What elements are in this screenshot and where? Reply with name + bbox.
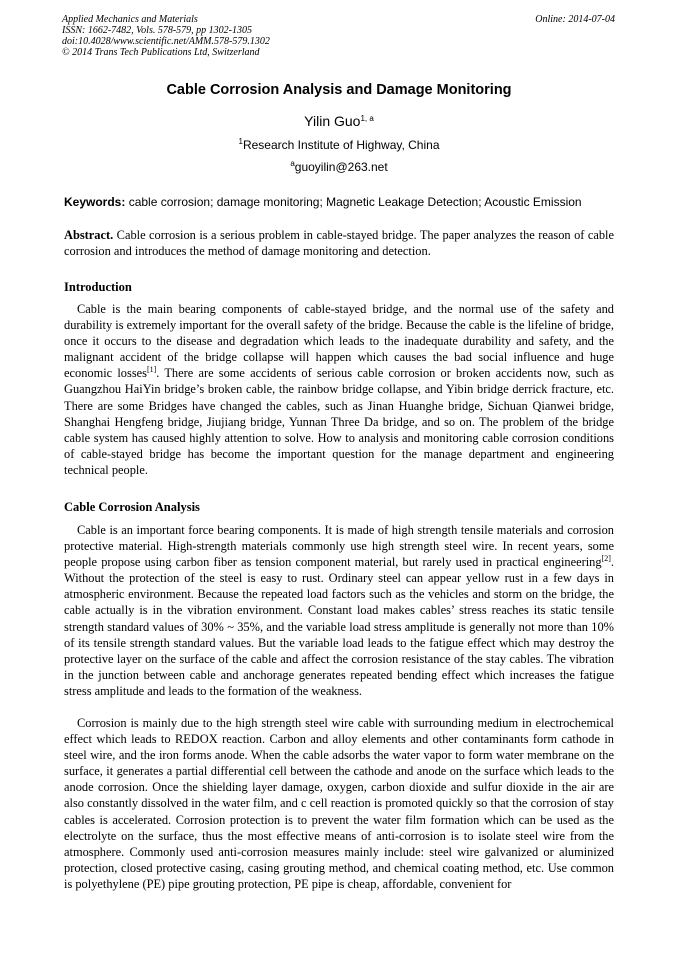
- journal-issn: ISSN: 1662-7482, Vols. 578-579, pp 1302-1305: [62, 25, 252, 36]
- keywords-label: Keywords:: [64, 195, 126, 209]
- introduction-text-1: Cable is the main bearing components of cable-stayed bridge, and the normal use of the safety and durability is extremely important for the overall safety of the bridge. Because the cable is the lifeline of bridge, once it occurs to the disease and degradation which leads to the inadequate durability and safety, and the malignant accident of the bridge collapse will happen which causes the bad social influence and huge economic losses: [64, 302, 614, 381]
- journal-header: [62, 14, 270, 58]
- journal-copyright: © 2014 Trans Tech Publications Ltd, Switzerland: [62, 47, 260, 58]
- affiliation-mark: 1: [238, 137, 243, 146]
- abstract: [64, 227, 614, 259]
- email-line: [0, 160, 678, 174]
- abstract-label: Abstract.: [64, 228, 114, 242]
- paper-title: Cable Corrosion Analysis and Damage Monitoring: [166, 82, 512, 98]
- email-text: guoyilin@263.net: [294, 160, 388, 174]
- author-mark: 1, a: [360, 114, 374, 123]
- cable-corrosion-text-1b: . Without the protection of the steel is easy to rust. Ordinary steel can appear yellow rust in a few days in atmospheric environment. Because the repeated load factors such as the vehicles and storm on the bridge, the cable actually is in the vibration environment. Constant load makes cables’ stress reaches its static tensile strength standard values of 30% ~ 35%, and the variable load stress amplitude is generally not more than 10% of its tensile strength standard values. But the variable load leads to the fatigue effect which may destroy the protective layer on the surface of the cable and affect the corrosion resistance of the stay cables. The vibration in the junction between cable and anchorage generates repeated bending effect which increases the fatigue stress amplitude and leads to the formation of the weakness.: [64, 555, 614, 698]
- citation-2: [2]: [601, 554, 611, 564]
- cable-corrosion-text-1a: Cable is an important force bearing components. It is made of high strength tensile materials and corrosion protective material. High-strength materials commonly use high strength steel wire. In recent years, some people propose using carbon fiber as tension component material, but rarely used in practical engineering: [64, 523, 614, 570]
- affiliation-line: [0, 138, 678, 152]
- keywords-text: cable corrosion; damage monitoring; Magnetic Leakage Detection; Acoustic Emission: [125, 195, 582, 209]
- citation-1: [1]: [146, 365, 157, 375]
- online-date: Online: 2014-07-04: [535, 14, 615, 25]
- introduction-paragraph: [64, 301, 614, 478]
- author-name: Yilin Guo: [304, 113, 361, 129]
- journal-name: Applied Mechanics and Materials: [62, 14, 198, 25]
- journal-doi: doi:10.4028/www.scientific.net/AMM.578-579.1302: [62, 36, 270, 47]
- keywords: [64, 195, 582, 209]
- author-line: [0, 113, 678, 129]
- introduction-text-2: . There are some accidents of serious cable corrosion or broken accidents now, such as Guangzhou HaiYin bridge’s broken cable, the rainbow bridge collapse, and Yibin bridge derrick fracture, etc. There are some Bridges have changed the cables, such as Jinan Huanghe bridge, Sichuan Qianwei bridge, Shanghai Hengfeng bridge, Jiujiang bridge, Yunnan Three Da bridge, and so on. The problem of the bridge cable system has caused highly attention to solve. How to analysis and monitoring cable corrosion conditions of cable-stayed bridge has become the important question for the manage department and engineering technical people.: [64, 366, 614, 477]
- affiliation-text: Research Institute of Highway, China: [242, 138, 440, 152]
- abstract-text: Cable corrosion is a serious problem in cable-stayed bridge. The paper analyzes the reason of cable corrosion and introduces the method of damage monitoring and detection.: [64, 228, 614, 259]
- cable-corrosion-paragraph-2: Corrosion is mainly due to the high strength steel wire cable with surrounding medium in electrochemical effect which leads to REDOX reaction. Carbon and alloy elements and other contaminants form cathode in steel wire, and the iron forms anode. When the cable adsorbs the water vapor to form water membrane on the surface, it generates a partial differential cell between the cathode and anode on the surface which leads to the anode corrosion. Once the shielding layer damage, oxygen, carbon dioxide and sulfur dioxide in the air are also constantly dissolved in the water film, and c cell reaction is promoted quickly so that the corrosion of stay cables is accelerated. Corrosion protection is to prevent the water film formation which can be used as the electrolyte on the surface, thus the most effective means of anti-corrosion is to isolate steel wire from the atmosphere. Commonly used anti-corrosion measures mainly include: steel wire galvanized or aluminized protection, closed protective casing, casing grouting method, and chemical coating method, etc. Use common is polyethylene (PE) pipe grouting protection, PE pipe is cheap, affordable, convenient for: [64, 716, 614, 891]
- cable-corrosion-heading: Cable Corrosion Analysis: [64, 500, 200, 514]
- cable-corrosion-paragraph-1: [64, 522, 614, 699]
- introduction-heading: Introduction: [64, 280, 132, 294]
- email-mark: a: [290, 159, 295, 168]
